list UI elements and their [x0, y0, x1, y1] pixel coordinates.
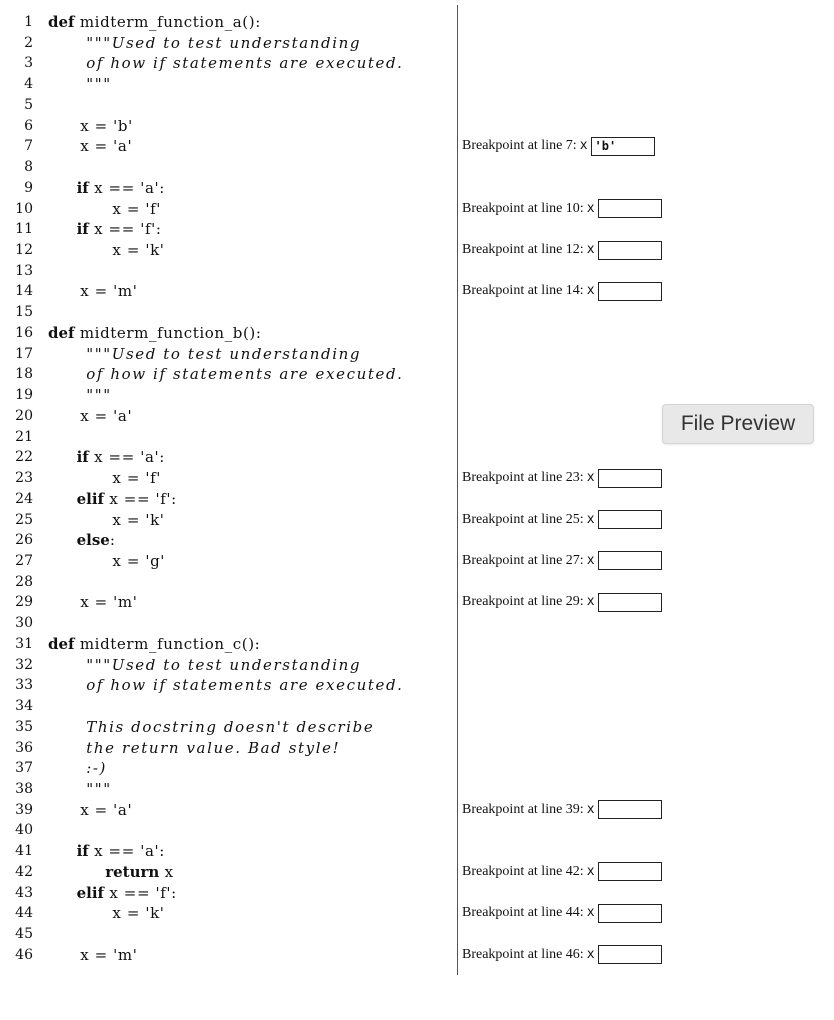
code-text: x == 'f': — [104, 883, 177, 902]
breakpoint-value-input[interactable] — [598, 800, 662, 819]
keyword: if — [76, 448, 89, 467]
line-number: 24 — [15, 490, 33, 507]
breakpoint-variable: x — [586, 801, 595, 817]
docstring-text: """Used to test understanding — [48, 344, 362, 363]
breakpoint-value-input[interactable]: 'b' — [591, 137, 655, 156]
docstring-text: the return value. Bad style! — [48, 738, 341, 757]
line-number: 4 — [24, 76, 33, 93]
line-code — [48, 447, 165, 467]
breakpoint-variable: x — [586, 863, 595, 879]
breakpoint-row — [462, 239, 662, 261]
line-code — [48, 344, 361, 364]
breakpoint-label: Breakpoint at line 14: — [462, 283, 584, 299]
line-number: 29 — [15, 594, 33, 611]
breakpoint-variable: x — [586, 470, 595, 486]
line-number: 12 — [15, 242, 33, 259]
code-text — [48, 490, 77, 508]
line-code — [48, 12, 261, 32]
code-text: x = 'b' — [48, 116, 133, 135]
code-line — [0, 302, 458, 322]
breakpoint-variable: x — [586, 552, 595, 568]
code-text — [48, 884, 77, 902]
breakpoint-row — [462, 591, 662, 613]
line-code — [48, 53, 404, 73]
docstring-text: of how if statements are executed. — [48, 676, 404, 695]
breakpoint-label: Breakpoint at line 29: — [462, 594, 584, 610]
line-code — [48, 199, 161, 219]
line-code — [48, 903, 165, 923]
breakpoint-value-input[interactable] — [598, 904, 662, 923]
line-number: 17 — [15, 345, 33, 362]
line-code — [48, 551, 165, 571]
line-number: 5 — [24, 96, 33, 113]
breakpoint-label: Breakpoint at line 39: — [462, 801, 584, 817]
breakpoint-value-input[interactable] — [598, 945, 662, 964]
line-code — [48, 779, 112, 799]
line-code — [48, 800, 132, 820]
breakpoint-label: Breakpoint at line 44: — [462, 905, 584, 921]
code-line — [0, 841, 458, 861]
line-code — [48, 178, 165, 198]
line-number: 30 — [15, 615, 33, 632]
code-line — [0, 468, 458, 488]
code-line — [0, 116, 458, 136]
line-number: 8 — [24, 159, 33, 176]
breakpoint-label: Breakpoint at line 23: — [462, 470, 584, 486]
code-line — [0, 53, 458, 73]
line-number: 39 — [15, 801, 33, 818]
code-line — [0, 364, 458, 384]
line-code — [48, 33, 361, 53]
line-number: 15 — [15, 304, 33, 321]
code-line — [0, 883, 458, 903]
code-line — [0, 945, 458, 965]
code-line — [0, 779, 458, 799]
breakpoint-variable: x — [586, 905, 595, 921]
code-text: x = 'f' — [48, 469, 161, 488]
code-text: midterm_function_c(): — [74, 634, 261, 653]
line-code — [48, 592, 137, 612]
keyword: def — [48, 634, 75, 653]
code-line — [0, 344, 458, 364]
code-line — [0, 385, 458, 405]
breakpoint-value-input[interactable] — [598, 593, 662, 612]
code-text: x = 'a' — [48, 800, 133, 819]
code-line — [0, 447, 458, 467]
breakpoint-value-input[interactable] — [598, 510, 662, 529]
code-text — [48, 448, 77, 466]
code-text — [48, 863, 105, 881]
code-text: : — [109, 531, 116, 550]
line-number: 42 — [15, 863, 33, 880]
code-line — [0, 427, 458, 447]
line-code — [48, 655, 361, 675]
code-line — [0, 551, 458, 571]
code-line — [0, 862, 458, 882]
code-text: x = 'k' — [48, 510, 165, 529]
code-line — [0, 903, 458, 923]
breakpoint-variable: x — [579, 138, 588, 154]
code-line — [0, 489, 458, 509]
code-text: x == 'a': — [88, 448, 165, 467]
code-line — [0, 510, 458, 530]
line-number: 3 — [24, 55, 33, 72]
line-number: 28 — [15, 573, 33, 590]
code-line — [0, 178, 458, 198]
line-code — [48, 74, 112, 94]
code-text: x = 'a' — [48, 137, 133, 156]
line-code — [48, 717, 374, 737]
keyword: elif — [76, 489, 105, 508]
breakpoint-value-input[interactable] — [598, 469, 662, 488]
line-code — [48, 675, 404, 695]
breakpoint-label: Breakpoint at line 7: — [462, 138, 577, 154]
line-number: 35 — [15, 718, 33, 735]
docstring-text: """Used to test understanding — [48, 33, 362, 52]
line-code — [48, 219, 162, 239]
code-text: x == 'a': — [88, 842, 165, 861]
breakpoint-label: Breakpoint at line 12: — [462, 242, 584, 258]
line-code — [48, 883, 177, 903]
line-code — [48, 406, 132, 426]
code-text: x = 'm' — [48, 282, 138, 301]
code-line — [0, 924, 458, 944]
line-code — [48, 530, 116, 550]
code-text: x = 'm' — [48, 593, 138, 612]
line-number: 2 — [24, 34, 33, 51]
line-code — [48, 136, 132, 156]
code-text: x == 'a': — [88, 178, 165, 197]
line-code — [48, 281, 137, 301]
code-text: x = 'a' — [48, 406, 133, 425]
line-code — [48, 116, 133, 136]
code-line — [0, 219, 458, 239]
line-number: 33 — [15, 677, 33, 694]
breakpoint-variable: x — [586, 511, 595, 527]
line-code — [48, 738, 340, 758]
docstring-text: This docstring doesn't describe — [48, 717, 375, 736]
breakpoint-row — [462, 944, 662, 966]
line-code — [48, 385, 112, 405]
code-line — [0, 696, 458, 716]
line-code — [48, 240, 165, 260]
line-number: 21 — [15, 428, 33, 445]
code-text: midterm_function_b(): — [74, 323, 262, 342]
breakpoint-label: Breakpoint at line 27: — [462, 552, 584, 568]
line-number: 13 — [15, 262, 33, 279]
breakpoint-variable: x — [586, 242, 595, 258]
line-code — [48, 945, 137, 965]
breakpoint-label: Breakpoint at line 46: — [462, 946, 584, 962]
code-text — [48, 220, 77, 238]
code-line — [0, 820, 458, 840]
code-text: x = 'g' — [48, 551, 166, 570]
breakpoint-variable: x — [586, 200, 595, 216]
line-number: 27 — [15, 552, 33, 569]
line-code — [48, 758, 107, 778]
code-line — [0, 157, 458, 177]
line-number: 18 — [15, 366, 33, 383]
line-number: 37 — [15, 760, 33, 777]
line-number: 14 — [15, 283, 33, 300]
code-line — [0, 261, 458, 281]
docstring-text: :-) — [48, 759, 107, 778]
breakpoint-row — [462, 198, 662, 220]
line-number: 25 — [15, 511, 33, 528]
breakpoint-label: Breakpoint at line 42: — [462, 863, 584, 879]
breakpoint-value-input[interactable] — [598, 551, 662, 570]
code-text: x == 'f': — [104, 489, 177, 508]
line-number: 44 — [15, 905, 33, 922]
breakpoint-label: Breakpoint at line 25: — [462, 511, 584, 527]
code-line — [0, 634, 458, 654]
keyword: return — [105, 862, 160, 881]
line-code — [48, 364, 404, 384]
line-number: 7 — [24, 138, 33, 155]
line-code — [48, 862, 174, 882]
code-text: x = 'm' — [48, 945, 138, 964]
line-code — [48, 841, 165, 861]
breakpoint-value-input[interactable] — [598, 282, 662, 301]
line-code — [48, 489, 177, 509]
docstring-text: of how if statements are executed. — [48, 365, 404, 384]
code-text: x = 'f' — [48, 199, 161, 218]
code-line — [0, 572, 458, 592]
breakpoint-value-input[interactable] — [598, 241, 662, 260]
line-number: 43 — [15, 884, 33, 901]
code-line — [0, 136, 458, 156]
code-line — [0, 675, 458, 695]
code-line — [0, 199, 458, 219]
docstring-text: """Used to test understanding — [48, 655, 362, 674]
keyword: elif — [76, 883, 105, 902]
breakpoint-variable: x — [586, 946, 595, 962]
line-number: 41 — [15, 843, 33, 860]
keyword: def — [48, 13, 75, 31]
line-number: 38 — [15, 781, 33, 797]
line-number: 20 — [15, 407, 33, 424]
column-divider — [457, 5, 458, 975]
breakpoint-row — [462, 509, 662, 531]
line-number: 1 — [24, 14, 33, 30]
code-text: x == 'f': — [88, 220, 162, 239]
breakpoint-row — [462, 902, 662, 924]
breakpoint-label: Breakpoint at line 10: — [462, 200, 584, 216]
line-number: 6 — [24, 117, 33, 134]
line-number: 16 — [15, 324, 33, 341]
keyword: if — [76, 220, 89, 239]
keyword: if — [76, 178, 89, 197]
code-line — [0, 592, 458, 612]
breakpoint-row — [462, 135, 655, 157]
code-line — [0, 281, 458, 301]
breakpoint-variable: x — [586, 283, 595, 299]
code-text: midterm_function_a(): — [74, 13, 261, 31]
code-line — [0, 33, 458, 53]
line-number: 32 — [15, 656, 33, 673]
line-number: 34 — [15, 698, 33, 715]
code-line — [0, 74, 458, 94]
line-number: 19 — [15, 387, 33, 404]
line-code — [48, 634, 260, 654]
docstring-text: """ — [48, 780, 112, 798]
breakpoint-value-input[interactable] — [598, 199, 662, 218]
line-number: 26 — [15, 532, 33, 549]
breakpoint-row — [462, 280, 662, 302]
breakpoint-value-input[interactable] — [598, 862, 662, 881]
line-number: 10 — [15, 200, 33, 217]
code-text: x = 'k' — [48, 241, 165, 260]
line-code — [48, 510, 165, 530]
line-number: 11 — [15, 221, 33, 238]
code-text — [48, 179, 77, 197]
line-number: 45 — [15, 926, 33, 943]
code-line — [0, 12, 458, 32]
line-number: 9 — [24, 179, 33, 196]
line-number: 46 — [15, 946, 33, 963]
breakpoint-row — [462, 799, 662, 821]
keyword: def — [48, 323, 75, 342]
line-number: 22 — [15, 449, 33, 466]
line-number: 36 — [15, 739, 33, 756]
code-line — [0, 738, 458, 758]
breakpoint-row — [462, 550, 662, 572]
docstring-text: """ — [48, 75, 112, 94]
docstring-text: """ — [48, 386, 112, 405]
breakpoint-row — [462, 861, 662, 883]
code-line — [0, 323, 458, 343]
code-text — [48, 842, 77, 860]
file-preview-button[interactable]: File Preview — [662, 404, 814, 444]
code-line — [0, 800, 458, 820]
keyword: else — [76, 531, 110, 550]
code-line — [0, 717, 458, 737]
line-number: 23 — [15, 470, 33, 487]
code-line — [0, 613, 458, 633]
code-line — [0, 95, 458, 115]
code-line — [0, 655, 458, 675]
code-text: x = 'k' — [48, 904, 165, 923]
code-text — [48, 531, 77, 549]
code-text: x — [159, 862, 174, 881]
line-code — [48, 468, 161, 488]
breakpoint-variable: x — [586, 594, 595, 610]
code-line — [0, 240, 458, 260]
code-line — [0, 406, 458, 426]
line-code — [48, 323, 262, 343]
breakpoint-row — [462, 467, 662, 489]
docstring-text: of how if statements are executed. — [48, 54, 404, 73]
code-line — [0, 530, 458, 550]
code-line — [0, 758, 458, 778]
line-number: 40 — [15, 822, 33, 839]
keyword: if — [76, 842, 89, 861]
line-number: 31 — [15, 635, 33, 652]
